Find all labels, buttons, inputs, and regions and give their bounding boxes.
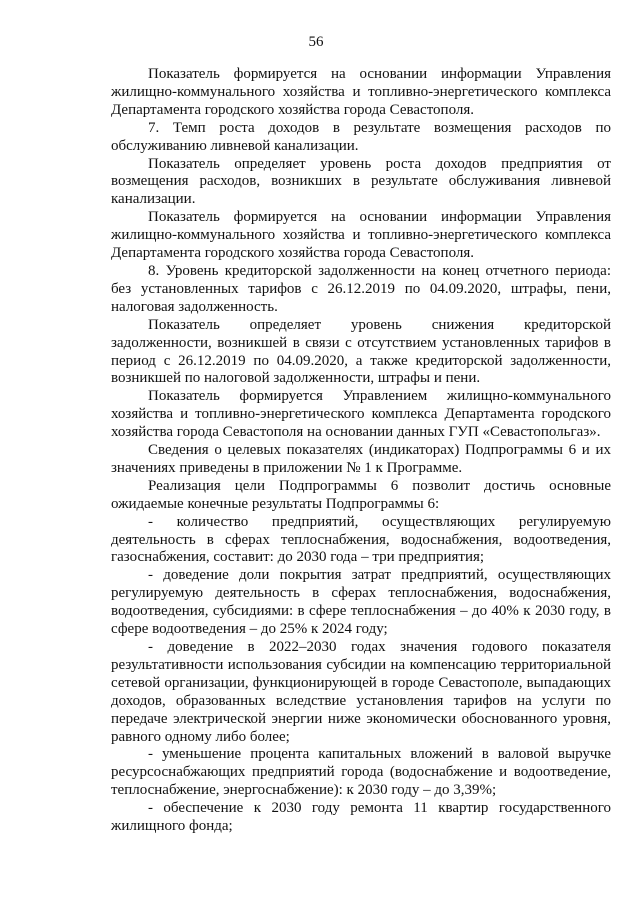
- document-body: [111, 66, 611, 836]
- list-item: - уменьшение процента капитальных вложений в валовой выручке ресурсоснабжающих предприятий города (водоснабжение и водоотведение, теплоснабжение, энергоснабжение): к 2030 году – до 3,39%;: [111, 746, 611, 799]
- list-item: - обеспечение к 2030 году ремонта 11 квартир государственного жилищного фонда;: [111, 800, 611, 835]
- paragraph: Показатель формируется Управлением жилищно-коммунального хозяйства и топливно-энергетического комплекса Департамента городского хозяйства города Севастополя на основании данных ГУП «Севастопольгаз».: [111, 388, 611, 441]
- paragraph: Реализация цели Подпрограммы 6 позволит достичь основные ожидаемые конечные результаты Подпрограммы 6:: [111, 477, 611, 512]
- page-number: 56: [308, 34, 324, 50]
- paragraph: Показатель формируется на основании информации Управления жилищно-коммунального хозяйства и топливно-энергетического комплекса Департамента городского хозяйства города Севастополя.: [111, 66, 611, 118]
- list-item: - доведение доли покрытия затрат предприятий, осуществляющих регулируемую деятельность в сферах теплоснабжения, водоснабжения, водоотведения, субсидиями: в сфере теплоснабжения – до 40% к 2030 году, в сфере водоотведения – до 25% к 2024 году;: [111, 567, 611, 638]
- paragraph: Сведения о целевых показателях (индикаторах) Подпрограммы 6 и их значениях приведены в приложении № 1 к Программе.: [111, 442, 611, 476]
- paragraph: 7. Темп роста доходов в результате возмещения расходов по обслуживанию ливневой канализации.: [111, 119, 611, 154]
- list-item: - количество предприятий, осуществляющих регулируемую деятельность в сферах теплоснабжения, водоснабжения, водоотведения, газоснабжения, составит: до 2030 года – три предприятия;: [111, 513, 611, 566]
- paragraph: Показатель формируется на основании информации Управления жилищно-коммунального хозяйства и топливно-энергетического комплекса Департамента городского хозяйства города Севастополя.: [111, 209, 611, 262]
- paragraph: Показатель определяет уровень роста доходов предприятия от возмещения расходов, возникших в результате обслуживания ливневой канализации.: [111, 155, 611, 208]
- paragraph: 8. Уровень кредиторской задолженности на конец отчетного периода: без установленных тарифов с 26.12.2019 по 04.09.2020, штрафы, пени, налоговая задолженность.: [111, 262, 611, 315]
- list-item: - доведение в 2022–2030 годах значения годового показателя результативности использования субсидии на компенсацию территориальной сетевой организации, функционирующей в городе Севастополе, выпадающих доходов, образованных вследствие установления тарифов на услуги по передаче электрической энергии ниже экономически обоснованного уровня, равного одному либо более;: [111, 639, 611, 745]
- paragraph: Показатель определяет уровень снижения кредиторской задолженности, возникшей в связи с отсутствием установленных тарифов в период с 26.12.2019 по 04.09.2020, а также кредиторской задолженности, возникшей по налоговой задолженности, штрафы и пени.: [111, 316, 611, 387]
